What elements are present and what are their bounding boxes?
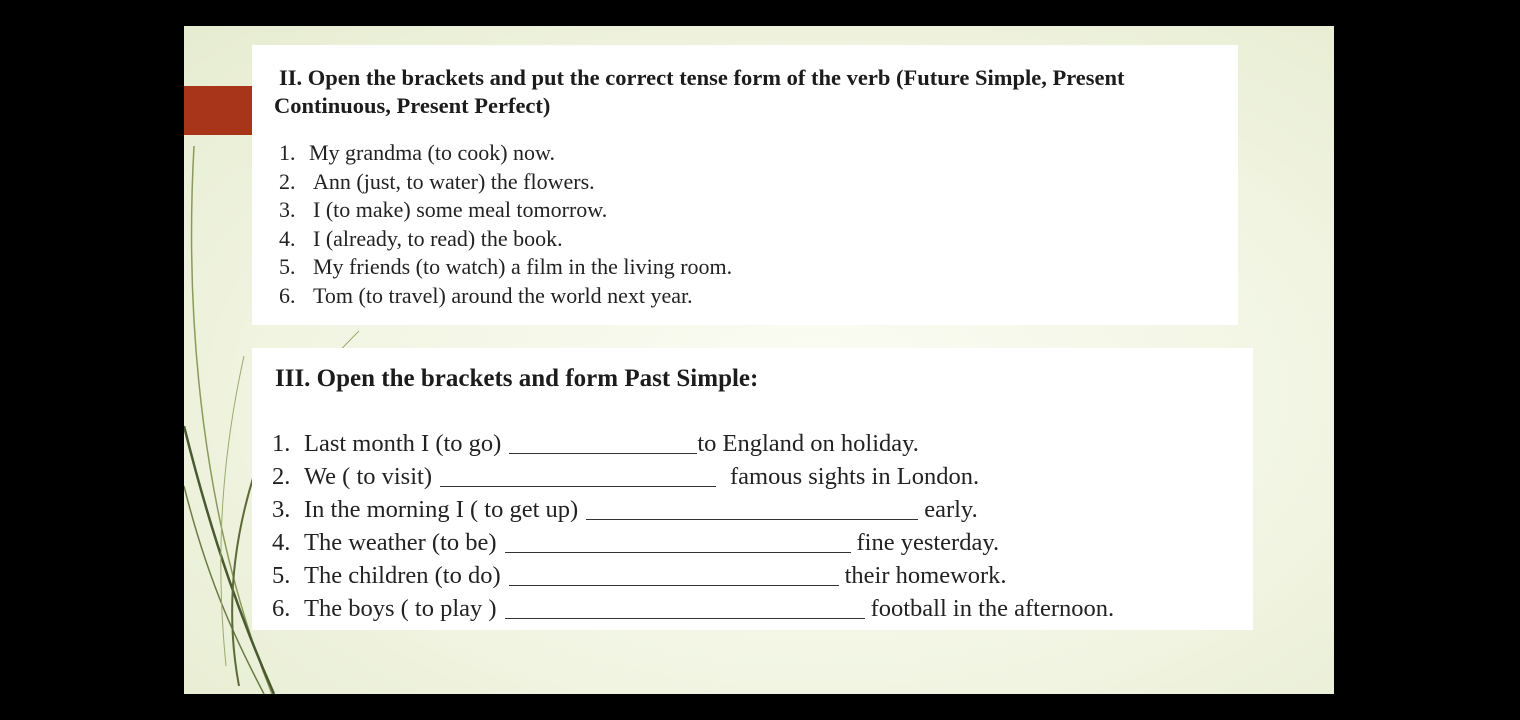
item-number: 3. bbox=[279, 197, 296, 223]
item-text: My grandma (to cook) now. bbox=[309, 140, 556, 165]
list-item bbox=[272, 592, 1114, 625]
item-number: 6. bbox=[279, 282, 296, 308]
item-text-before: Last month I (to go) bbox=[304, 430, 502, 457]
list-item bbox=[274, 139, 732, 168]
answer-blank[interactable] bbox=[505, 596, 865, 619]
list-item bbox=[272, 427, 1114, 460]
exercise-card-2 bbox=[252, 45, 1238, 325]
list-item bbox=[274, 253, 732, 282]
item-text: I (already, to read) the book. bbox=[313, 225, 563, 251]
item-number: 4. bbox=[279, 225, 296, 251]
slide bbox=[184, 26, 1334, 694]
list-item bbox=[272, 460, 1114, 493]
item-text-after: early. bbox=[924, 496, 978, 523]
item-number: 1. bbox=[272, 430, 291, 457]
item-text-before: The boys ( to play ) bbox=[304, 595, 497, 622]
answer-blank[interactable] bbox=[440, 464, 716, 487]
item-number: 5. bbox=[279, 254, 296, 280]
item-text-after: to England on holiday. bbox=[697, 430, 919, 457]
item-text: Ann (just, to water) the flowers. bbox=[313, 168, 595, 194]
item-number: 3. bbox=[272, 496, 291, 523]
item-text: I (to make) some meal tomorrow. bbox=[313, 197, 608, 223]
item-text-after: famous sights in London. bbox=[730, 463, 980, 490]
list-item bbox=[272, 559, 1114, 592]
item-number: 1. bbox=[279, 140, 296, 165]
item-text-before: In the morning I ( to get up) bbox=[304, 496, 579, 523]
answer-blank[interactable] bbox=[509, 563, 839, 586]
item-text-after: their homework. bbox=[844, 562, 1007, 589]
accent-bar bbox=[184, 86, 252, 135]
list-item bbox=[272, 493, 1114, 526]
answer-blank[interactable] bbox=[505, 530, 851, 553]
item-text-after: fine yesterday. bbox=[856, 529, 1000, 556]
exercise-3-list bbox=[272, 427, 1114, 625]
list-item bbox=[274, 196, 732, 225]
list-item bbox=[272, 526, 1114, 559]
item-text: Tom (to travel) around the world next year. bbox=[313, 282, 693, 308]
item-text-before: The weather (to be) bbox=[304, 529, 497, 556]
exercise-2-list bbox=[274, 139, 732, 311]
exercise-card-3 bbox=[252, 348, 1253, 630]
item-number: 2. bbox=[272, 463, 291, 490]
item-number: 4. bbox=[272, 529, 291, 556]
answer-blank[interactable] bbox=[509, 431, 697, 454]
list-item bbox=[274, 168, 732, 197]
item-text-before: The children (to do) bbox=[304, 562, 501, 589]
item-text: My friends (to watch) a film in the living room. bbox=[313, 254, 733, 280]
item-number: 5. bbox=[272, 562, 291, 589]
item-text-after: football in the afternoon. bbox=[870, 595, 1115, 622]
item-number: 6. bbox=[272, 595, 291, 622]
item-text-before: We ( to visit) bbox=[304, 463, 432, 490]
list-item bbox=[274, 225, 732, 254]
list-item bbox=[274, 282, 732, 311]
item-number: 2. bbox=[279, 168, 296, 194]
answer-blank[interactable] bbox=[586, 497, 918, 520]
exercise-3-heading: III. Open the brackets and form Past Simple: bbox=[275, 365, 759, 392]
exercise-2-heading: II. Open the brackets and put the correct tense form of the verb (Future Simple, Present Continuous, Present Perfect) bbox=[274, 65, 1125, 118]
